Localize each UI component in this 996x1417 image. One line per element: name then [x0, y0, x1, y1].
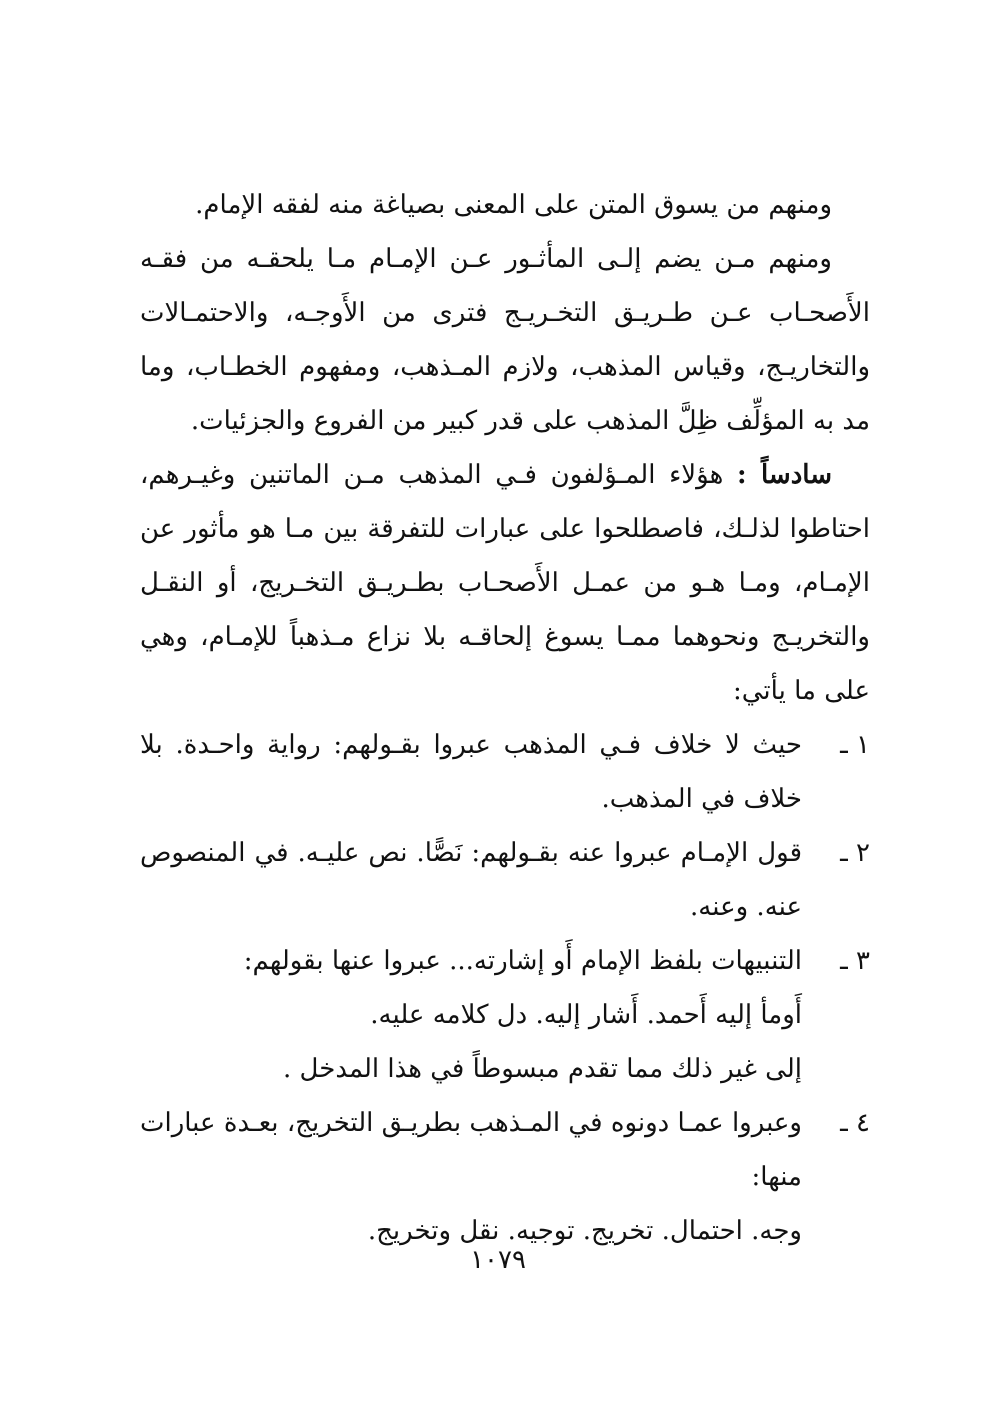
list-item-text: قول الإمـام عبروا عنه بقـولهم: نَصًّا. نص عليـه. في المنصوص عنه. وعنه. [140, 838, 802, 922]
list-item-number: ٤ ـ [840, 1108, 870, 1138]
list-item-text: التنبيهات بلفظ الإمام أَو إشارته... عبروا عنها بقولهم: [243, 946, 802, 976]
list-item-number: ٢ ـ [840, 838, 870, 868]
paragraph-1: ومنهم من يسوق المتن على المعنى بصياغة منه لفقه الإمام. [195, 190, 832, 220]
paragraph-3-text: هؤلاء المـؤلفون فـي المذهب مـن الماتنين وغيـرهم، احتاطوا لذلـك، فاصطلحوا على عبارات للتفرقة بين مـا هو مأثور عن الإمـام، ومـا هـو من عمـل الأَصحـاب بطـريـق التخـريج، أو النقـل والتخريـج ونحوهما ممـا يسوغ إلحاقـه بلا نزاع مـذهباً للإمـام، وهي على ما يأتي: [140, 460, 870, 706]
list-item-3-sub-1: أَومأ إليه أَحمد. أَشار إليه. دل كلامه عليه. [370, 1000, 802, 1030]
paragraph-2: ومنهم مـن يضم إلـى المأثـور عـن الإمـام مـا يلحقـه من فقـه الأَصحـاب عـن طـريـق التخـريـج فترى من الأَوجـه، والاحتمـالات والتخاريـج، وقياس المذهب، ولازم المـذهب، ومفهوم الخطـاب، وما مد به المؤلِّف ظِلَّ المذهب على قدر كبير من الفروع والجزئيات. [140, 244, 870, 436]
page-number: ١٠٧٩ [470, 1245, 526, 1275]
list-item-4-sub-1: وجه. احتمال. تخريج. توجيه. نقل وتخريج. [367, 1216, 802, 1246]
list-item-4 [140, 1096, 870, 1204]
list-item-number: ١ ـ [840, 730, 870, 760]
list-item-text: حيث لا خلاف فـي المذهب عبروا بقـولهم: رواية واحـدة. بلا خلاف في المذهب. [140, 730, 802, 814]
page-body [140, 178, 870, 1258]
list-item-2 [140, 826, 870, 934]
paragraph-3 [140, 448, 870, 718]
list-item-3 [140, 934, 870, 988]
list-item-3-sub-2: إلى غير ذلك مما تقدم مبسوطاً في هذا المدخل . [283, 1054, 802, 1084]
list-item-number: ٣ ـ [840, 946, 870, 976]
list-item-text: وعبروا عمـا دونوه في المـذهب بطريـق التخريج، بعـدة عبارات منها: [140, 1108, 802, 1192]
list-item-1 [140, 718, 870, 826]
paragraph-3-lead: سادساً : [736, 460, 832, 490]
